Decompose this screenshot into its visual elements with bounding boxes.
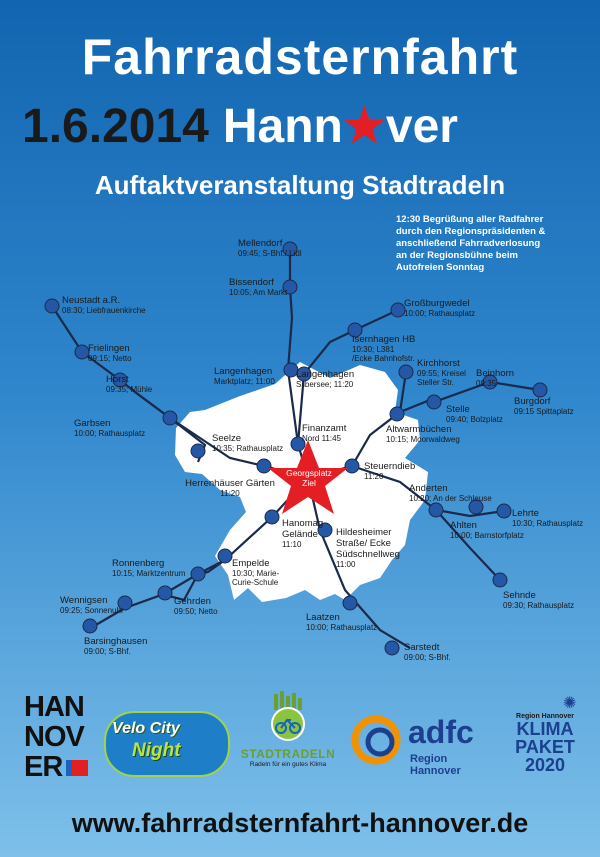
label-isernhagen <box>352 334 415 363</box>
klimapaket-logo <box>505 695 585 774</box>
dot-frielingen <box>75 345 89 359</box>
stop-detail: 10:00; Rathausplatz <box>306 623 378 632</box>
label-sehnde <box>503 590 574 610</box>
stop-detail: 09:00; S-Bhf. <box>404 653 451 662</box>
label-kirchhorst <box>417 358 466 387</box>
center-label-line: Georgsplatz <box>286 468 332 478</box>
dot-kirchhorst <box>399 365 413 379</box>
label-herrenhausen <box>180 478 280 498</box>
stop-detail: 10:30; L381 <box>352 345 395 354</box>
klima-line: 2020 <box>524 755 566 775</box>
stop-detail: 09:15; Netto <box>88 354 132 363</box>
stop-name: Frielingen <box>88 343 130 354</box>
label-hildesheimer <box>336 527 400 569</box>
label-frielingen <box>88 343 132 363</box>
adfc-wheel-icon <box>350 714 402 766</box>
label-langenhagen2 <box>296 369 354 389</box>
stop-detail: 09:45; S-Bhf./ Lidl <box>238 249 302 258</box>
stop-name: Steuerndieb <box>364 461 416 472</box>
dot-hanomag <box>265 510 279 524</box>
stop-name: Südschnellweg <box>336 549 400 560</box>
stop-detail: 11:00 <box>336 560 356 569</box>
stop-name: Gelände <box>282 529 318 540</box>
stop-detail: 10:30; Marie- <box>232 569 280 578</box>
label-stelle <box>446 404 503 424</box>
stop-detail: 09:25; Sonnenuhr <box>60 606 124 615</box>
dot-ronnenberg <box>191 567 205 581</box>
hannover-logo-last <box>24 752 94 782</box>
stop-name: Bissendorf <box>229 277 274 288</box>
dot-barsinghausen <box>83 619 97 633</box>
stop-name: Seelze <box>212 433 242 444</box>
label-mellendorf <box>238 238 302 258</box>
label-hanomag <box>282 518 323 549</box>
velocity-line2: Night <box>132 740 181 761</box>
label-neustadt <box>62 295 146 315</box>
stop-name: Anderten <box>409 483 448 494</box>
stop-detail: 10:00; Rathausplatz <box>404 309 476 318</box>
stop-detail: 10:00; Barnstorfplatz <box>450 531 524 540</box>
stop-detail: Nord 11:45 <box>302 434 341 443</box>
klima-line: KLIMA <box>516 719 574 739</box>
stadtradeln-name: STADTRADELN <box>240 747 336 761</box>
dot-anderten <box>429 503 443 517</box>
stop-name: Stelle <box>446 404 470 415</box>
label-grossburgwedel <box>404 298 475 318</box>
stop-detail: 10:15; Moorwaldweg <box>386 435 460 444</box>
label-horst <box>106 374 152 394</box>
stop-detail: 09:55; Kreisel <box>417 369 466 378</box>
stadtradeln-logo <box>232 690 344 768</box>
stop-detail: 11:20 <box>220 489 240 498</box>
dot-altwarmbuechen <box>390 407 404 421</box>
stop-detail: 09:35 <box>476 379 497 388</box>
center-label-line: Ziel <box>302 478 316 488</box>
stop-name: Garbsen <box>74 418 111 429</box>
label-sarstedt <box>404 642 451 662</box>
adfc-name: adfc <box>408 714 474 750</box>
label-bissendorf <box>229 277 287 297</box>
stop-detail: 09:35; Mühle <box>106 385 153 394</box>
dot-lehrte <box>497 504 511 518</box>
stop-name: Mellendorf <box>238 238 283 249</box>
stop-detail: Steller Str. <box>417 378 454 387</box>
label-langenhagen1 <box>214 366 275 386</box>
stop-name: Ronnenberg <box>112 558 165 569</box>
stop-detail: 10:20; An der Schleuse <box>409 494 492 503</box>
subtitle: Auftaktveranstaltung Stadtradeln <box>94 170 506 200</box>
label-barsinghausen <box>84 636 147 656</box>
stop-detail: 11:20 <box>364 472 384 481</box>
stop-name: Neustadt a.R. <box>62 295 121 306</box>
info-line: 12:30 Begrüßung aller Radfahrer <box>396 214 544 225</box>
stop-name: Burgdorf <box>514 396 551 407</box>
label-ahlten <box>450 520 524 540</box>
stop-name: Lehrte <box>512 508 539 519</box>
city-part2: ver <box>385 100 458 153</box>
stop-detail: 10:30; Rathausplatz <box>512 519 584 528</box>
label-steuerndieb <box>364 461 415 481</box>
hannover-square-icon <box>66 760 88 776</box>
dot-stelle <box>427 395 441 409</box>
website-url[interactable]: www.fahrradsternfahrt-hannover.de <box>71 808 529 838</box>
stop-name: Langenhagen <box>296 369 355 380</box>
velocity-night-logo <box>104 705 226 779</box>
star-icon: ★ <box>342 100 386 153</box>
stop-name: Langenhagen <box>214 366 273 377</box>
stop-name: Straße/ Ecke <box>336 538 391 549</box>
stop-detail: Marktplatz; 11:00 <box>214 377 275 386</box>
center-label <box>286 468 332 488</box>
stop-detail: 09:00; S-Bhf. <box>84 647 131 656</box>
dot-laatzen <box>343 596 357 610</box>
stop-name: Sarstedt <box>404 642 440 653</box>
stop-name: Isernhagen HB <box>352 334 416 345</box>
stop-name: Gehrden <box>174 596 211 607</box>
stadtradeln-tagline: Radeln für ein gutes Klima <box>249 761 327 768</box>
stop-name: Beinhorn <box>476 368 515 379</box>
hannover-logo <box>24 692 94 782</box>
poster-title: Fahrradsternfahrt <box>81 29 519 85</box>
info-line: anschließend Fahrradverlosung <box>396 238 541 249</box>
dot-empelde <box>218 549 232 563</box>
stop-name: Horst <box>106 374 129 385</box>
dot-gehrden <box>158 586 172 600</box>
stop-detail: 09:30; Rathausplatz <box>503 601 575 610</box>
info-line: an der Regionsbühne beim <box>396 250 518 261</box>
label-empelde <box>232 558 279 587</box>
stop-name: Finanzamt <box>302 423 347 434</box>
stop-name: Kirchhorst <box>417 358 460 369</box>
stop-name: Barsinghausen <box>84 636 148 647</box>
stop-detail: 10:35; Rathausplatz <box>212 444 284 453</box>
stop-name: Empelde <box>232 558 270 569</box>
hannover-logo-line: ER <box>24 751 63 783</box>
stop-name: Sehnde <box>503 590 536 601</box>
stop-name: Altwarmbüchen <box>386 424 452 435</box>
event-date: 1.6.2014 <box>22 100 209 153</box>
stop-name: Herrenhäuser Gärten <box>185 478 275 489</box>
label-finanzamt <box>302 423 346 443</box>
stop-detail: 10:00; Rathausplatz <box>74 429 146 438</box>
stop-detail: 08:30; Liebfrauenkirche <box>62 306 146 315</box>
label-altwarmbuechen <box>386 424 460 444</box>
city-part1: Hann <box>222 100 343 153</box>
label-ronnenberg <box>112 558 185 578</box>
stop-detail: /Ecke Bahnhofstr. <box>352 354 415 363</box>
label-anderten <box>409 483 492 503</box>
dot-sehnde <box>493 573 507 587</box>
dot-garbsen <box>163 411 177 425</box>
stop-detail: 09:40; Bolzplatz <box>446 415 503 424</box>
label-burgdorf <box>514 396 574 416</box>
klima-line: PAKET <box>515 737 575 757</box>
stop-name: Großburgwedel <box>404 298 470 309</box>
stop-name: Ahlten <box>450 520 477 531</box>
dot-seelze <box>191 444 205 458</box>
dot-herrenhausen <box>257 459 271 473</box>
dot-neustadt <box>45 299 59 313</box>
klima-spark-icon: ✺ <box>563 695 577 712</box>
info-line: durch den Regionspräsidenten & <box>396 226 546 237</box>
stop-name: Wennigsen <box>60 595 108 606</box>
klima-line: Region Hannover <box>516 713 574 720</box>
stop-detail: 09:50; Netto <box>174 607 218 616</box>
dot-burgdorf <box>533 383 547 397</box>
stop-detail: 10:15; Marktzentrum <box>112 569 186 578</box>
label-laatzen <box>306 612 377 632</box>
stop-detail: 10:05; Am Markt <box>229 288 288 297</box>
stop-detail: Curie-Schule <box>232 578 279 587</box>
stop-name: Hanomag <box>282 518 324 529</box>
hannover-logo-line: NOV <box>24 721 84 753</box>
dot-steuerndieb <box>345 459 359 473</box>
label-seelze <box>212 433 283 453</box>
stop-detail: 11:10 <box>282 540 302 549</box>
bicycle-globe-icon <box>266 690 310 742</box>
stop-name: Laatzen <box>306 612 340 623</box>
adfc-sub: Region Hannover <box>410 753 461 777</box>
stop-detail: Silbersee; 11:20 <box>296 380 354 389</box>
dot-grossburgwedel <box>391 303 405 317</box>
info-line: Autofreien Sonntag <box>396 262 485 273</box>
label-garbsen <box>74 418 145 438</box>
velocity-line1: Velo City <box>112 720 180 737</box>
adfc-logo <box>350 712 500 777</box>
stop-detail: 09:15 Spittaplatz <box>514 407 574 416</box>
hannover-logo-line: HAN <box>24 691 84 723</box>
label-gehrden <box>174 596 218 616</box>
dot-sarstedt <box>385 641 399 655</box>
label-wennigsen <box>60 595 124 615</box>
stop-name: Hildesheimer <box>336 527 392 538</box>
label-beinhorn <box>476 368 514 388</box>
